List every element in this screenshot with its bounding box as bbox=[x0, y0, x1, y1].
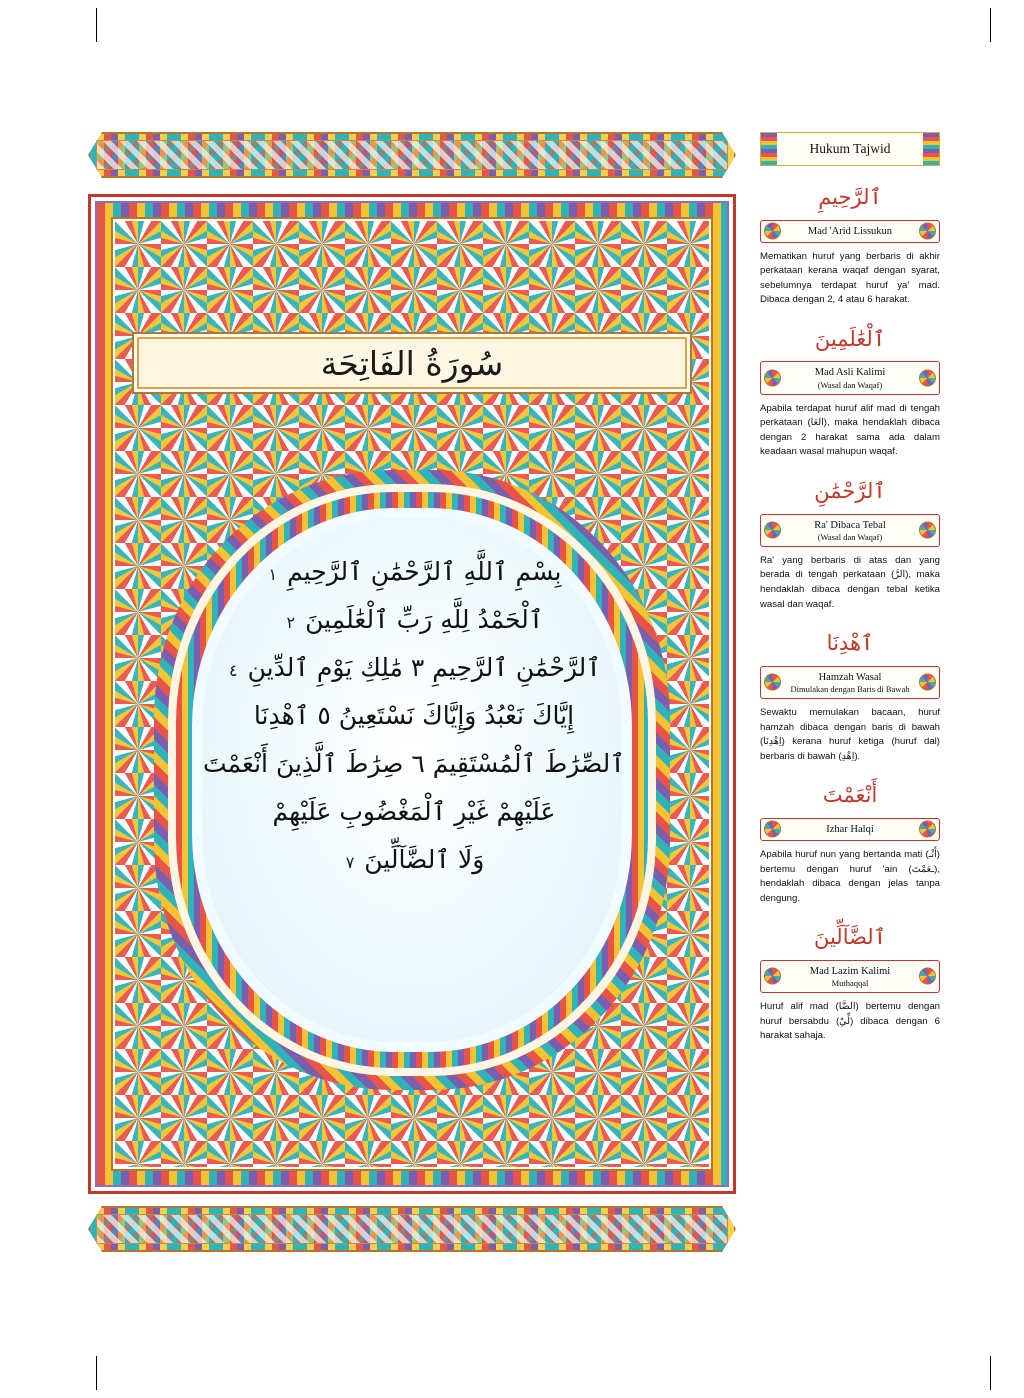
tajwid-header bbox=[760, 132, 940, 166]
rule-title: Izhar Halqi bbox=[826, 823, 874, 835]
header-ornament-left bbox=[761, 133, 777, 165]
ayah-line-text: ٱلْحَمْدُ لِلَّهِ رَبِّ ٱلْعَٰلَمِينَ bbox=[305, 605, 544, 634]
tajwid-rule bbox=[760, 922, 940, 1044]
ayah-number: ٧ bbox=[345, 853, 355, 872]
ayah-line-text: إِيَّاكَ نَعْبُدُ وَإِيَّاكَ نَسْتَعِينُ ٥ ٱهْدِنَا bbox=[253, 701, 575, 730]
rosette-icon bbox=[764, 522, 781, 539]
tajwid-rule bbox=[760, 324, 940, 460]
rule-label-pill bbox=[760, 960, 940, 993]
rule-title: Ra' Dibaca Tebal bbox=[814, 519, 886, 531]
rule-arabic-word: أَنْعَمْتَ bbox=[822, 783, 878, 808]
rule-subtitle: (Wasal dan Waqaf) bbox=[817, 531, 883, 542]
rosette-icon bbox=[764, 674, 781, 691]
rule-label-pill bbox=[760, 666, 940, 699]
rule-arabic-word: ٱهْدِنَا bbox=[826, 631, 874, 656]
rule-subtitle: (Wasal dan Waqaf) bbox=[817, 379, 883, 390]
rule-label-pill bbox=[760, 818, 940, 841]
tajwid-rule bbox=[760, 628, 940, 764]
rule-description: Mematikan huruf yang berbaris di akhir perkataan kerana waqaf dengan syarat, sebelumnya terdapat huruf ya' mad. Dibaca dengan 2, 4 atau 6 harakat. bbox=[760, 250, 940, 306]
rule-arabic-word: ٱلرَّحْمَٰنِ bbox=[814, 479, 886, 504]
ornamental-band-top bbox=[88, 132, 736, 178]
tajwid-rule bbox=[760, 780, 940, 906]
rosette-icon bbox=[919, 674, 936, 691]
rosette-icon bbox=[764, 223, 781, 240]
ayah-line-text: ٱلرَّحْمَٰنِ ٱلرَّحِيمِ ٣ مَٰلِكِ يَوْمِ ٱلدِّينِ bbox=[247, 653, 601, 682]
rosette-icon bbox=[764, 370, 781, 387]
rule-description: Apabila terdapat huruf alif mad di tengah perkataan (العَا), maka hendaklah dibaca dengan 2 harakat sama ada dalam keadaan wasal mahupun waqaf. bbox=[760, 402, 941, 458]
ayah-line-text: عَلَيْهِمْ غَيْرِ ٱلْمَغْضُوبِ عَلَيْهِمْ bbox=[272, 797, 556, 826]
rule-label-pill bbox=[760, 514, 940, 547]
rule-description: Sewaktu memulakan bacaan, huruf hamzah dibaca dengan baris di bawah (اِهْدِنَا) kerana huruf ketiga (huruf dal) berbaris di bawah (اِهْدِ). bbox=[760, 707, 940, 762]
rule-description: Huruf alif mad (الضَّا) bertemu dengan huruf bersabdu (لِّيْ) dibaca dengan 6 harakat sahaja. bbox=[760, 1001, 941, 1042]
tajwid-sidebar bbox=[760, 132, 940, 1044]
header-ornament-right bbox=[923, 133, 939, 165]
rule-title: Mad 'Arid Lissukun bbox=[807, 225, 893, 237]
rule-description: Ra' yang berbaris di atas dan yang berada di tengah perkataan (الرَّ), maka hendaklah dibaca dengan tebal ketika wasal dan waqaf. bbox=[760, 554, 940, 610]
rule-label-pill bbox=[760, 361, 940, 394]
ayah-line bbox=[164, 740, 664, 788]
ayah-number: ١ bbox=[268, 565, 278, 584]
rule-title: Mad Lazim Kalimi bbox=[809, 965, 891, 977]
rule-title: Hamzah Wasal bbox=[818, 671, 882, 683]
rosette-icon bbox=[919, 821, 936, 838]
rule-subtitle: Dimulakan dengan Baris di Bawah bbox=[790, 683, 910, 694]
ayah-line bbox=[164, 692, 664, 740]
ornamental-band-bottom bbox=[88, 1206, 736, 1252]
ayah-line bbox=[164, 836, 664, 884]
ayah-line-text: وَلَا ٱلضَّآلِّينَ bbox=[364, 845, 485, 874]
tajwid-header-label: Hukum Tajwid bbox=[809, 141, 891, 156]
ayah-line bbox=[164, 788, 664, 836]
quran-panel bbox=[88, 132, 736, 1252]
ayah-line-text: بِسْمِ ٱللَّهِ ٱلرَّحْمَٰنِ ٱلرَّحِيمِ bbox=[287, 557, 562, 586]
surah-title-cartouche bbox=[132, 332, 692, 394]
rule-description: Apabila huruf nun yang bertanda mati (أَنْـ) bertemu dengan huruf 'ain (ـعَمْتَ), hendaklah dibaca dengan jelas tanpa dengung. bbox=[760, 848, 940, 904]
rosette-icon bbox=[919, 522, 936, 539]
rosette-icon bbox=[764, 968, 781, 985]
ayah-number: ٢ bbox=[286, 613, 296, 632]
ayah-line bbox=[164, 548, 664, 596]
rule-label-pill bbox=[760, 220, 940, 243]
ayah-line-text: ٱلصِّرَٰطَ ٱلْمُسْتَقِيمَ ٦ صِرَٰطَ ٱلَّذِينَ أَنْعَمْتَ bbox=[203, 749, 625, 778]
rosette-icon bbox=[919, 370, 936, 387]
rosette-icon bbox=[764, 821, 781, 838]
rosette-icon bbox=[919, 968, 936, 985]
ayat-text-area bbox=[164, 530, 664, 1050]
ayah-line bbox=[164, 644, 664, 692]
rule-subtitle: Muthaqqal bbox=[831, 977, 869, 988]
tajwid-rule bbox=[760, 182, 940, 308]
ayah-line bbox=[164, 596, 664, 644]
tajwid-rule bbox=[760, 476, 940, 612]
rule-arabic-word: ٱلضَّآلِّينَ bbox=[813, 925, 887, 950]
rule-title: Mad Asli Kalimi bbox=[814, 367, 886, 379]
rule-arabic-word: ٱلرَّحِيمِ bbox=[818, 185, 882, 209]
surah-title: سُورَةُ الفَاتِحَة bbox=[320, 343, 504, 383]
rule-arabic-word: ٱلْعَٰلَمِينَ bbox=[814, 326, 886, 351]
rosette-icon bbox=[919, 223, 936, 240]
ayah-number: ٤ bbox=[229, 661, 238, 680]
